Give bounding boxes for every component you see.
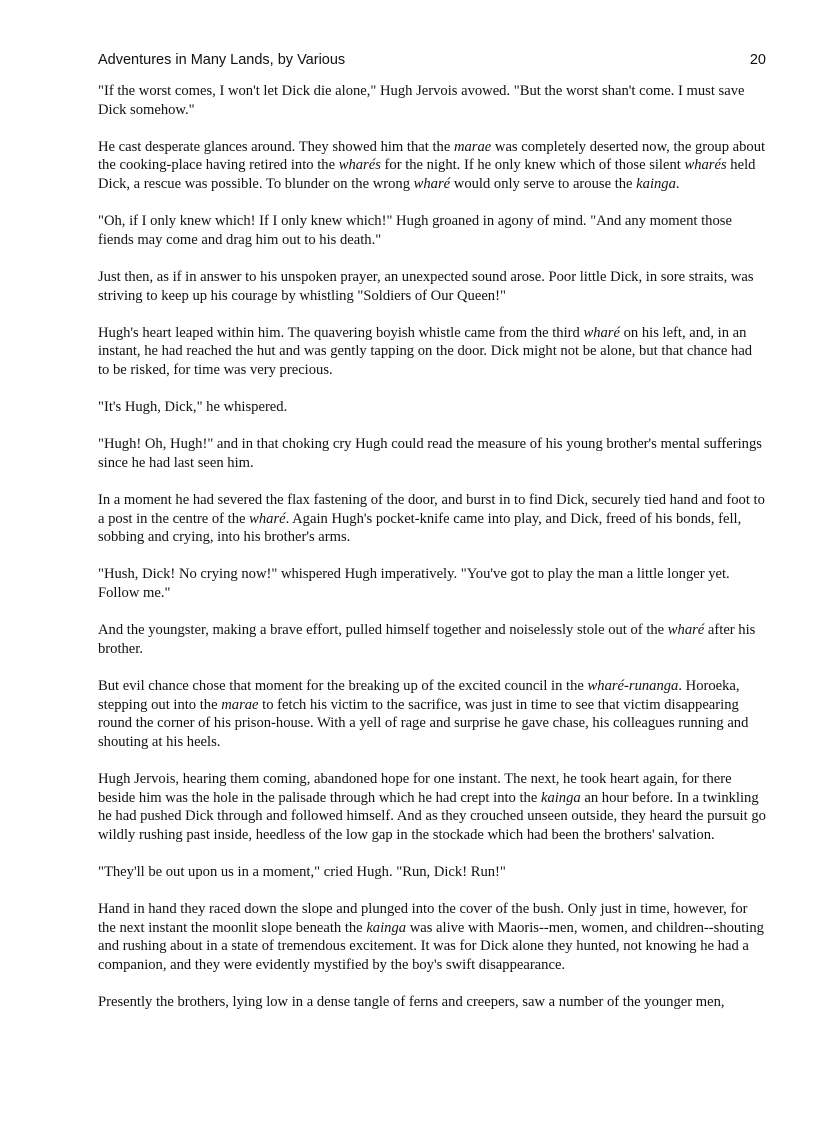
text-run: after his brother.: [98, 622, 756, 657]
text-run: an hour before. In a twinkling he had pushed Dick through and followed himself. And as they crouched unseen outside, they heard the pursuit go wildly rushing past inside, heedless of the low gap in the stockade which had been the brothers' salvation.: [98, 789, 766, 843]
text-run: Just then, as if in answer to his unspoken prayer, an unexpected sound arose. Poor little Dick, in sore straits, was striving to keep up his courage by whistling "Soldiers of Our Queen!": [98, 268, 754, 304]
paragraph: [98, 435, 766, 472]
italic-term: wharé: [249, 510, 286, 527]
text-run: "If the worst comes, I won't let Dick die alone," Hugh Jervois avowed. "But the worst shan't come. I must save Dick somehow.": [98, 83, 745, 118]
paragraph: [98, 491, 766, 547]
text-run: Hand in hand they raced down the slope and plunged into the cover of the bush. Only just in time, however, for the next instant the moonlit slope beneath the: [98, 901, 748, 936]
paragraph: [98, 677, 766, 751]
text-run: .: [675, 175, 680, 192]
text-run: But evil chance chose that moment for the breaking up of the excited council in the: [98, 678, 588, 694]
paragraph: [98, 621, 766, 658]
text-run: "It's Hugh, Dick," he whispered.: [98, 399, 288, 416]
paragraph: [98, 268, 766, 305]
text-run: for the night. If he only knew which of those silent: [380, 157, 685, 174]
page-number: 20: [749, 52, 766, 68]
italic-term: wharé: [667, 622, 705, 639]
paragraph: [98, 900, 766, 974]
italic-term: wharé: [413, 175, 451, 192]
paragraph: [98, 770, 766, 844]
paragraph: [98, 324, 766, 380]
text-run: He cast desperate glances around. They showed him that the: [98, 138, 454, 155]
italic-term: wharé-runanga: [587, 678, 679, 694]
italic-term: marae: [221, 696, 259, 713]
text-run: . Horoeka, stepping out into the: [98, 678, 740, 713]
paragraph: [98, 863, 766, 882]
italic-term: wharé: [583, 324, 620, 341]
text-run: would only serve to arouse the: [450, 175, 637, 192]
body-text: [98, 82, 766, 1030]
text-run: to fetch his victim to the sacrifice, was just in time to see that victim disappearing round the corner of his prison-house. With a yell of rage and surprise he gave chase, his colleagues running and shouting at his heels.: [98, 696, 749, 750]
text-run: was alive with Maoris--men, women, and children--shouting and rushing about in a state of tremendous excitement. It was for Dick alone they hunted, not knowing he had a companion, and they were evidently mystified by the boy's swift disappearance.: [98, 919, 764, 973]
italic-term: kainga: [540, 789, 581, 806]
paragraph: [98, 565, 766, 602]
header-title: Adventures in Many Lands, by Various: [98, 52, 346, 68]
text-run: "They'll be out upon us in a moment," cried Hugh. "Run, Dick! Run!": [98, 863, 506, 880]
text-run: "Hush, Dick! No crying now!" whispered Hugh imperatively. "You've got to play the man a little longer yet. Follow me.": [98, 566, 730, 602]
text-run: . Again Hugh's pocket-knife came into play, and Dick, freed of his bonds, fell, sobbing and crying, into his brother's arms.: [98, 510, 742, 546]
paragraph: [98, 212, 766, 249]
italic-term: wharés: [338, 157, 381, 174]
italic-term: wharés: [684, 157, 727, 174]
text-run: Presently the brothers, lying low in a dense tangle of ferns and creepers, saw a number of the younger men,: [98, 994, 725, 1011]
paragraph: [98, 398, 766, 417]
italic-term: kainga: [636, 175, 676, 192]
text-run: "Oh, if I only knew which! If I only knew which!" Hugh groaned in agony of mind. "And any moment those fiends may come and drag him out to his death.": [98, 213, 732, 248]
text-run: held Dick, a rescue was possible. To blunder on the wrong: [98, 157, 756, 192]
text-run: Hugh's heart leaped within him. The quavering boyish whistle came from the third: [98, 324, 584, 341]
text-run: "Hugh! Oh, Hugh!" and in that choking cry Hugh could read the measure of his young brother's mental sufferings since he had last seen him.: [98, 436, 762, 471]
text-run: Hugh Jervois, hearing them coming, abandoned hope for one instant. The next, he took heart again, for there beside him was the hole in the palisade through which he had crept into the: [98, 770, 732, 806]
running-header: [98, 52, 766, 68]
paragraph: [98, 138, 766, 194]
italic-term: marae: [453, 138, 492, 155]
paragraph: [98, 82, 766, 119]
text-run: was completely deserted now, the group about the cooking-place having retired into the: [98, 138, 766, 174]
paragraph: [98, 993, 766, 1012]
text-run: In a moment he had severed the flax fastening of the door, and burst in to find Dick, securely tied hand and foot to a post in the centre of the: [98, 492, 765, 527]
italic-term: kainga: [366, 919, 407, 936]
text-run: And the youngster, making a brave effort, pulled himself together and noiselessly stole out of the: [98, 622, 668, 639]
text-run: on his left, and, in an instant, he had reached the hut and was gently tapping on the door. Dick might not be alone, but that chance had to be risked, for time was very precious.: [98, 324, 753, 378]
